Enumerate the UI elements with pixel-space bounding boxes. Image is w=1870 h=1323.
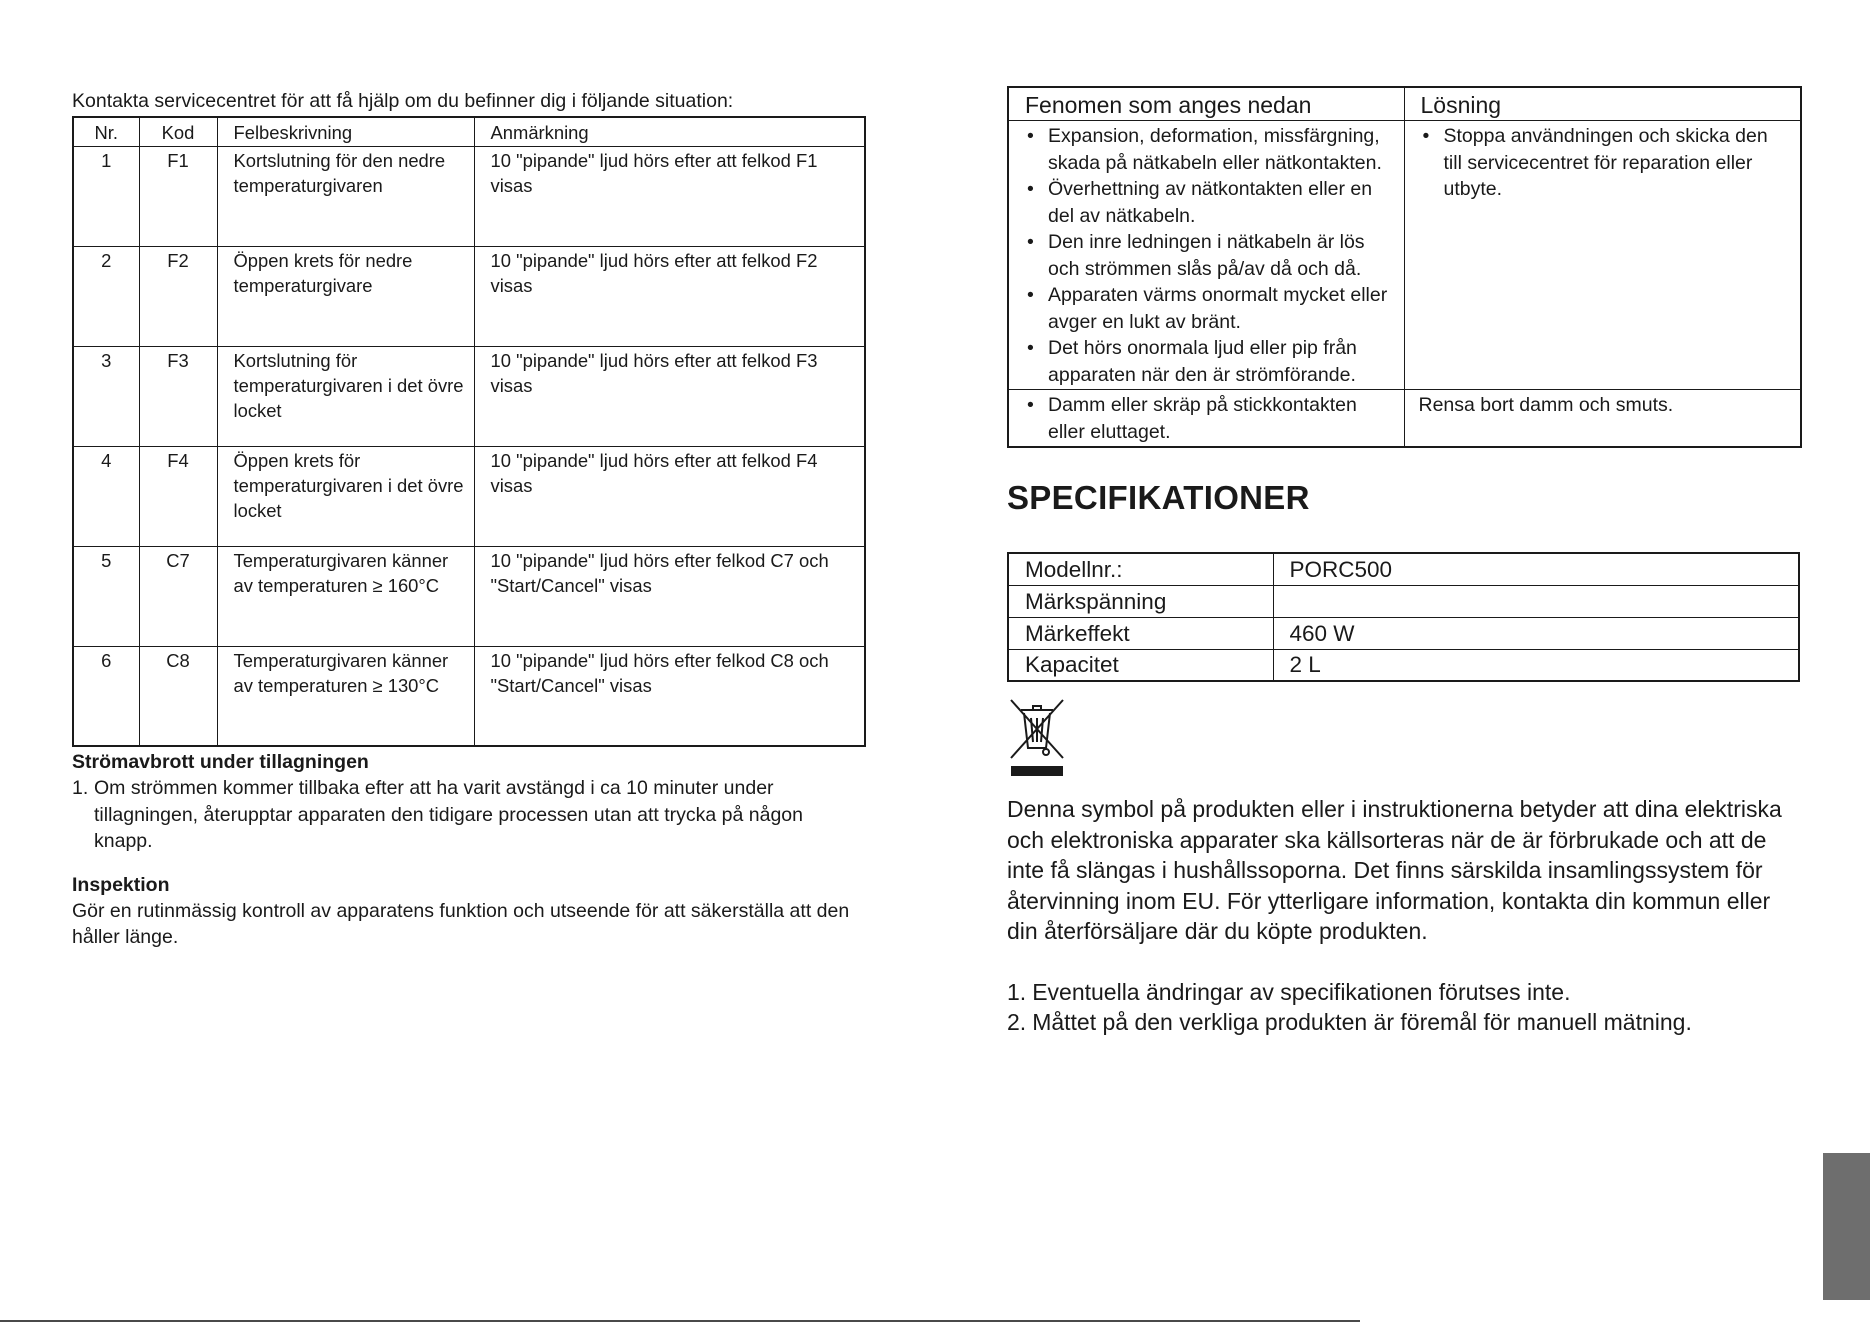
right-column — [1007, 86, 1800, 1038]
fault-code-table — [72, 116, 866, 747]
cell-description: Öppen krets för temperaturgivaren i det övre locket — [217, 446, 474, 546]
phenomena-table — [1007, 86, 1802, 448]
spec-value: PORC500 — [1273, 553, 1799, 585]
table-header-row — [1008, 87, 1801, 121]
cell-nr: 4 — [73, 446, 139, 546]
column-header-kod: Kod — [139, 117, 217, 146]
cell-description: Temperaturgivaren känner av temperaturen ≥ 130°C — [217, 646, 474, 746]
cell-note: 10 "pipande" ljud hörs efter att felkod F4 visas — [474, 446, 865, 546]
cell-description: Kortslutning för den nedre temperaturgivaren — [217, 146, 474, 246]
table-row — [73, 346, 865, 446]
list-item-number: 1. — [72, 777, 89, 799]
spec-value: 2 L — [1273, 649, 1799, 681]
list-item-text: Eventuella ändringar av specifikationen förutses inte. — [1032, 978, 1571, 1005]
list-item: • Den inre ledningen i nätkabeln är lös och strömmen slås på/av då och då. — [1023, 229, 1394, 282]
cell-description: Öppen krets för nedre temperaturgivare — [217, 246, 474, 346]
cell-nr: 6 — [73, 646, 139, 746]
specification-notes — [1007, 977, 1800, 1038]
list-item-number: 2. — [1007, 1009, 1027, 1035]
column-header-nr: Nr. — [73, 117, 139, 146]
spec-value — [1273, 585, 1799, 617]
cell-note: 10 "pipande" ljud hörs efter att felkod F2 visas — [474, 246, 865, 346]
table-row — [1008, 649, 1799, 681]
section-thumb-tab — [1823, 1153, 1870, 1300]
spec-label: Kapacitet — [1008, 649, 1273, 681]
solution-cell: Rensa bort damm och smuts. — [1404, 390, 1801, 448]
list-item — [1007, 977, 1800, 1008]
cell-nr: 3 — [73, 346, 139, 446]
list-item: • Överhettning av nätkontakten eller en del av nätkabeln. — [1023, 176, 1394, 229]
disposal-notice: Denna symbol på produkten eller i instruktionerna betyder att dina elektriska och elektroniska apparater ska källsorteras när de är förbrukade och att de inte få slängas i hushållssoporna. Det finns särskilda insamlingssystem för återvinning inom EU. För ytterligare information, kontakta din kommun eller din återförsäljare där du köpte produkten. — [1007, 796, 1782, 944]
list-item: • Det hörs onormala ljud eller pip från apparaten när den är strömförande. — [1023, 335, 1394, 388]
crossed-out-wheelie-bin-icon — [1007, 696, 1067, 778]
list-item — [1007, 1007, 1800, 1038]
specifications-table — [1007, 552, 1800, 682]
spec-label: Modellnr.: — [1008, 553, 1273, 585]
cell-description: Kortslutning för temperaturgivaren i det övre locket — [217, 346, 474, 446]
list-item-text: Om strömmen kommer tillbaka efter att ha varit avstängd i ca 10 minuter under tillagningen, återupptar apparaten den tidigare processen utan att trycka på någon knapp. — [94, 777, 803, 852]
table-row — [73, 146, 865, 246]
power-outage-heading: Strömavbrott under tillagningen — [72, 751, 369, 773]
list-item: • Stoppa användningen och skicka den till servicecentret för reparation eller utbyte. — [1419, 123, 1791, 203]
column-header-felbeskrivning: Felbeskrivning — [217, 117, 474, 146]
table-row — [1008, 553, 1799, 585]
cell-kod: C8 — [139, 646, 217, 746]
table-row — [1008, 585, 1799, 617]
list-item — [72, 775, 864, 855]
column-header-anmarkning: Anmärkning — [474, 117, 865, 146]
table-header-row — [73, 117, 865, 146]
list-item-text: Måttet på den verkliga produkten är föremål för manuell mätning. — [1032, 1009, 1692, 1035]
spec-label: Märkeffekt — [1008, 617, 1273, 649]
phenomena-cell — [1008, 121, 1404, 390]
left-column — [72, 88, 864, 951]
spec-label: Märkspänning — [1008, 585, 1273, 617]
table-row — [73, 446, 865, 546]
inspection-text: Gör en rutinmässig kontroll av apparatens funktion och utseende för att säkerställa att den håller länge. — [72, 899, 850, 948]
cell-kod: F4 — [139, 446, 217, 546]
table-row — [1008, 390, 1801, 448]
cell-kod: C7 — [139, 546, 217, 646]
inspection-heading: Inspektion — [72, 873, 170, 896]
cell-nr: 5 — [73, 546, 139, 646]
cell-note: 10 "pipande" ljud hörs efter felkod C8 och "Start/Cancel" visas — [474, 646, 865, 746]
cell-kod: F2 — [139, 246, 217, 346]
spec-value: 460 W — [1273, 617, 1799, 649]
phenomena-list — [1023, 123, 1394, 388]
cell-note: 10 "pipande" ljud hörs efter felkod C7 och "Start/Cancel" visas — [474, 546, 865, 646]
cell-kod: F3 — [139, 346, 217, 446]
list-item: • Apparaten värms onormalt mycket eller avger en lukt av bränt. — [1023, 282, 1394, 335]
table-row — [73, 246, 865, 346]
list-item: • Expansion, deformation, missfärgning, skada på nätkabeln eller nätkontakten. — [1023, 123, 1394, 176]
table-row — [1008, 121, 1801, 390]
cell-kod: F1 — [139, 146, 217, 246]
column-header-phenomena: Fenomen som anges nedan — [1008, 87, 1404, 121]
table-row — [73, 646, 865, 746]
specifications-heading: SPECIFIKATIONER — [1007, 479, 1310, 516]
solution-cell — [1404, 121, 1801, 390]
cell-nr: 1 — [73, 146, 139, 246]
cell-description: Temperaturgivaren känner av temperaturen ≥ 160°C — [217, 546, 474, 646]
phenomena-list — [1023, 392, 1394, 445]
intro-text: Kontakta servicecentret för att få hjälp om du befinner dig i följande situation: — [72, 90, 734, 112]
phenomena-cell — [1008, 390, 1404, 448]
list-item: • Damm eller skräp på stickkontakten eller eluttaget. — [1023, 392, 1394, 445]
power-outage-list — [72, 775, 864, 855]
table-row — [73, 546, 865, 646]
cell-nr: 2 — [73, 246, 139, 346]
bottom-divider — [0, 1320, 1360, 1322]
cell-note: 10 "pipande" ljud hörs efter att felkod F3 visas — [474, 346, 865, 446]
list-item-number: 1. — [1007, 978, 1027, 1005]
cell-note: 10 "pipande" ljud hörs efter att felkod F1 visas — [474, 146, 865, 246]
column-header-solution: Lösning — [1404, 87, 1801, 121]
solution-list — [1419, 123, 1791, 203]
table-row — [1008, 617, 1799, 649]
